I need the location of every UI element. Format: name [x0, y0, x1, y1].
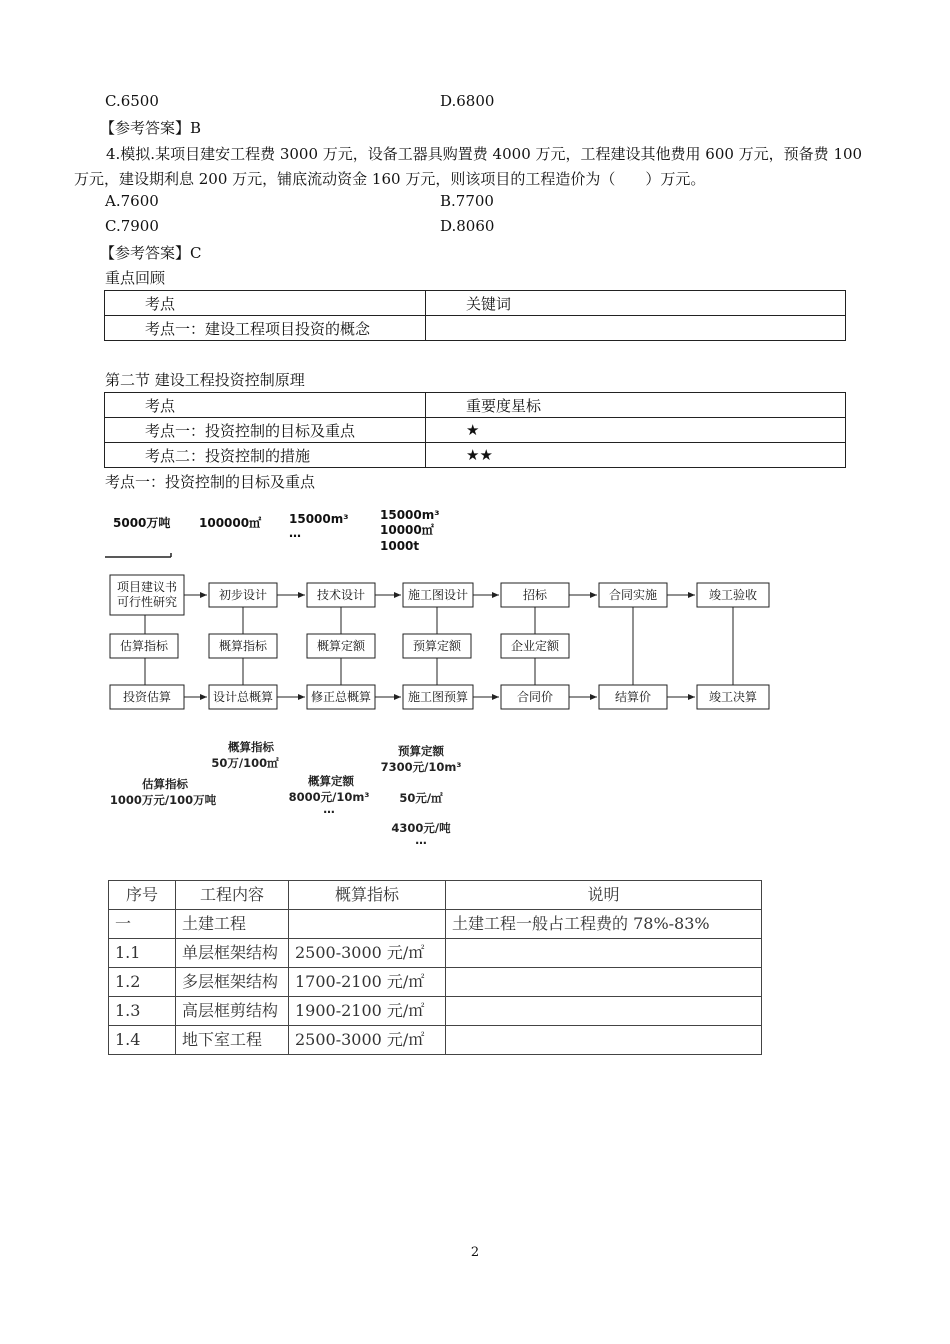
note-prebudget-value: 7300元/10m³ — [380, 760, 462, 774]
topic1-heading: 考点一：投资控制的目标及重点 — [105, 473, 316, 491]
label-investment-estimate: 投资估算 — [122, 690, 172, 704]
est-header-content: 工程内容 — [176, 881, 289, 910]
label-completion-acceptance: 竣工验收 — [708, 588, 758, 602]
section2-col1: 考点 — [105, 393, 426, 418]
q4-option-d: D.8060 — [440, 217, 495, 235]
top-label-3: 15000m³ — [289, 512, 349, 526]
est-cell — [289, 910, 446, 939]
est-cell — [446, 997, 762, 1026]
q3-answer: 【参考答案】B — [100, 119, 202, 137]
section2-row1-v: ★ — [426, 418, 846, 443]
top-label-4: … — [289, 526, 301, 540]
est-cell: 1.4 — [109, 1026, 176, 1055]
q4-answer: 【参考答案】C — [100, 244, 202, 262]
estimate-index-table — [108, 880, 762, 1055]
est-cell: 1.1 — [109, 939, 176, 968]
investment-flow-diagram — [105, 505, 785, 845]
label-revised-total-budget: 修正总概算 — [310, 690, 372, 704]
note-budget-quota-title: 概算定额 — [308, 774, 354, 788]
est-cell: 高层框剪结构 — [176, 997, 289, 1026]
label-design-total-budget: 设计总概算 — [212, 690, 274, 704]
review-row1-val — [426, 316, 846, 341]
top-label-6: 10000㎡ — [380, 523, 434, 537]
label-proposal: 项目建议书 — [116, 580, 178, 594]
top-label-5: 15000m³ — [380, 508, 440, 522]
label-enterprise-quota: 企业定额 — [510, 639, 560, 653]
note-prebudget-value2: 50元/㎡ — [399, 791, 443, 805]
note-prebudget-title: 预算定额 — [398, 744, 444, 758]
section2-title: 第二节 建设工程投资控制原理 — [105, 371, 305, 389]
est-cell: 1.3 — [109, 997, 176, 1026]
est-cell — [446, 1026, 762, 1055]
table-row — [109, 997, 762, 1026]
label-prebudget-quota: 预算定额 — [412, 639, 462, 653]
section2-col2: 重要度星标 — [426, 393, 846, 418]
label-contract-price: 合同价 — [516, 690, 554, 704]
label-final-accounts: 竣工决算 — [708, 690, 758, 704]
section2-row2-v: ★★ — [426, 443, 846, 468]
est-cell — [446, 968, 762, 997]
label-contract-implementation: 合同实施 — [608, 588, 658, 602]
label-drawing-budget: 施工图预算 — [407, 690, 469, 704]
label-bidding: 招标 — [522, 588, 548, 602]
section2-row1-k: 考点一：投资控制的目标及重点 — [105, 418, 426, 443]
label-budget-index: 概算指标 — [218, 639, 268, 653]
table-row — [109, 910, 762, 939]
est-cell: 1900-2100 元/㎡ — [289, 997, 446, 1026]
est-cell — [446, 939, 762, 968]
est-cell: 2500-3000 元/㎡ — [289, 1026, 446, 1055]
q3-option-c: C.6500 — [105, 92, 159, 110]
table-row — [109, 939, 762, 968]
review-row1: 考点一：建设工程项目投资的概念 — [105, 316, 426, 341]
est-cell: 地下室工程 — [176, 1026, 289, 1055]
label-construction-drawing: 施工图设计 — [407, 588, 469, 602]
note-prebudget-more: … — [415, 833, 427, 845]
q4-option-a: A.7600 — [105, 192, 159, 210]
note-estimate-index-title: 估算指标 — [142, 777, 188, 791]
section2-row2-k: 考点二：投资控制的措施 — [105, 443, 426, 468]
top-label-1: 5000万吨 — [113, 516, 171, 530]
est-cell: 土建工程 — [176, 910, 289, 939]
label-settlement-price: 结算价 — [614, 690, 652, 704]
est-cell: 1700-2100 元/㎡ — [289, 968, 446, 997]
label-preliminary-design: 初步设计 — [218, 588, 268, 602]
est-cell: 2500-3000 元/㎡ — [289, 939, 446, 968]
q4-option-c: C.7900 — [105, 217, 159, 235]
section2-table — [104, 392, 846, 468]
note-budget-quota-more: … — [323, 802, 335, 816]
page-number: 2 — [470, 1245, 480, 1260]
top-label-7: 1000t — [380, 539, 420, 553]
note-budget-index-title: 概算指标 — [228, 740, 274, 754]
est-header-index: 概算指标 — [289, 881, 446, 910]
label-budget-quota: 概算定额 — [316, 639, 366, 653]
q4-option-b: B.7700 — [440, 192, 494, 210]
note-budget-index-value: 50万/100㎡ — [211, 756, 279, 770]
est-cell: 1.2 — [109, 968, 176, 997]
note-budget-quota-value: 8000元/10m³ — [288, 790, 370, 804]
top-label-2: 100000㎡ — [199, 516, 262, 530]
review-table — [104, 290, 846, 341]
label-feasibility: 可行性研究 — [116, 595, 178, 609]
note-prebudget-value3: 4300元/吨 — [391, 821, 451, 835]
q3-option-d: D.6800 — [440, 92, 495, 110]
est-cell: 一 — [109, 910, 176, 939]
est-header-note: 说明 — [446, 881, 762, 910]
est-cell: 单层框架结构 — [176, 939, 289, 968]
est-cell: 土建工程一般占工程费的 78%-83% — [446, 910, 762, 939]
label-estimate-index: 估算指标 — [119, 639, 169, 653]
table-row — [109, 1026, 762, 1055]
est-header-no: 序号 — [109, 881, 176, 910]
review-title: 重点回顾 — [105, 269, 166, 287]
note-estimate-index-value: 1000万元/100万吨 — [109, 793, 217, 807]
q4-stem: 4.模拟.某项目建安工程费 3000 万元，设备工器具购置费 4000 万元，工程建设其他费用 600 万元，预备费 100 万元，建设期利息 200 万元，铺底流动资金 160 万元，则该项目的工程造价为（ ）万元。 — [74, 145, 863, 188]
review-col1: 考点 — [105, 291, 426, 316]
table-row — [109, 968, 762, 997]
review-col2: 关键词 — [426, 291, 846, 316]
est-cell: 多层框架结构 — [176, 968, 289, 997]
label-technical-design: 技术设计 — [316, 588, 366, 602]
